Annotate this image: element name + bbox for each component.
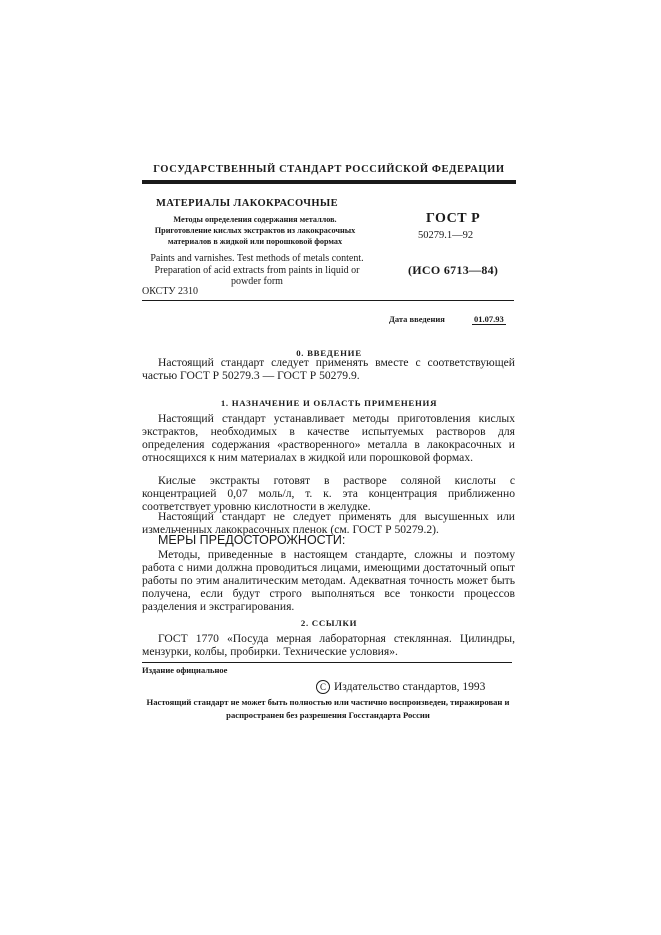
section-heading-scope: 1. НАЗНАЧЕНИЕ И ОБЛАСТЬ ПРИМЕНЕНИЯ [220,398,438,408]
scope-paragraph-2: Кислые экстракты готовят в растворе соляной кислоты с концентрацией 0,07 моль/л, т. к. эта концентрация приближенно соответствует уровню кислотности в желудке. [142,474,515,513]
precautions-heading: МЕРЫ ПРЕДОСТОРОЖНОСТИ: [158,533,346,547]
header-thick-rule [142,180,516,184]
introduction-paragraph: Настоящий стандарт следует применять вместе с соответствующей частью ГОСТ Р 50279.3 — ГОСТ Р 50279.9. [142,356,515,382]
copyright-line [316,680,485,694]
section-heading-introduction: 0. ВВЕДЕНИЕ [296,348,362,358]
iso-code: (ИСО 6713—84) [408,263,499,277]
standard-title: ГОСУДАРСТВЕННЫЙ СТАНДАРТ РОССИЙСКОЙ ФЕДЕРАЦИИ [153,164,505,175]
precautions-paragraph: Методы, приведенные в настоящем стандарте, сложны и поэтому работа с ними должна проводиться лицами, имеющими достаточный опыт работы по этим аналитическим методам. Адекватная точность может быть получена, если будут строго выполняться все тонкости процессов разделения и экстрагирования. [142,548,515,613]
copyright-text: Издательство стандартов, 1993 [334,681,486,693]
references-paragraph: ГОСТ 1770 «Посуда мерная лабораторная стеклянная. Цилиндры, мензурки, колбы, пробирки. Технические условия». [142,632,515,658]
scope-paragraph-1: Настоящий стандарт устанавливает методы приготовления кислых экстрактов, необходимых в качестве испытуемых растворов для определения содержания «растворенного» металла в лакокрасочных и относящихся к ним материалах в жидкой или порошковой формах. [142,412,515,464]
document-name: МАТЕРИАЛЫ ЛАКОКРАСОЧНЫЕ [156,198,339,209]
header-thin-rule [142,300,514,301]
gost-label: ГОСТ Р [426,211,481,226]
introduction-date-label: Дата введения [389,314,445,324]
subtitle-line-1: Методы определения содержания металлов. [173,215,337,224]
subtitle-line-2: Приготовление кислых экстрактов из лакокрасочных [154,226,356,235]
english-title: Paints and varnishes. Test methods of metals content. Preparation of acid extracts from paints in liquid or powder form [150,253,364,287]
subtitle-line-3: материалов в жидкой или порошковой формах [167,237,343,246]
scope-paragraph-3: Настоящий стандарт не следует применять для высушенных или измельченных лакокрасочных пленок (см. ГОСТ Р 50279.2). [142,510,515,536]
copyright-icon: C [316,680,330,694]
section-heading-references: 2. ССЫЛКИ [300,618,358,628]
footer-rule [142,662,512,663]
okstu-code: ОКСТУ 2310 [142,286,199,297]
introduction-date-value: 01.07.93 [474,314,504,324]
document-subtitle [140,214,370,247]
gost-number: 50279.1—92 [418,230,474,241]
official-edition-label: Издание официальное [142,665,228,675]
reproduction-notice: Настоящий стандарт не может быть полностью или частично воспроизведен, тиражирован и распространен без разрешения Госстандарта России [146,697,510,720]
